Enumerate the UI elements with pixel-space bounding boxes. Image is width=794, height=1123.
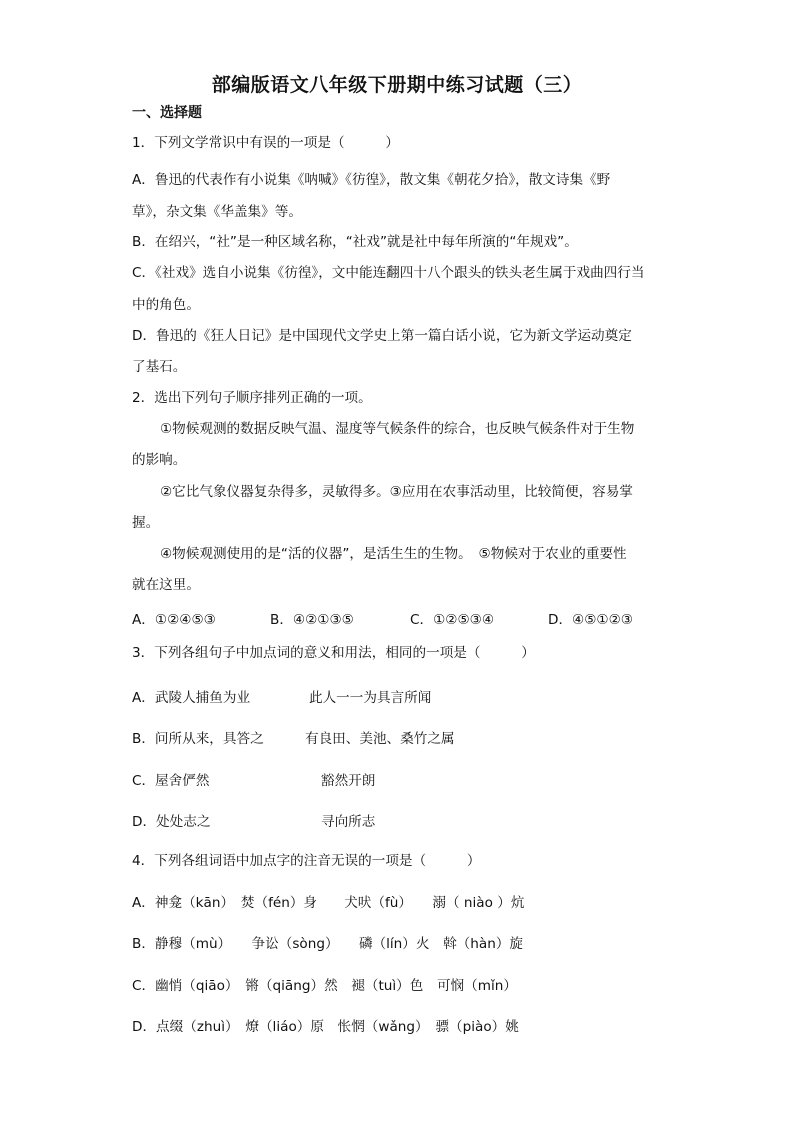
q2-option-a: A．①②④⑤③: [132, 612, 216, 628]
q4-option-a: A．神龛（kān） 焚（fén）身 犬吠（fù） 溺（ niào ）炕: [132, 895, 525, 911]
q4-option-b: B．静穆（mù） 争讼（sòng） 磷（lín）火 斡（hàn）旋: [132, 936, 524, 952]
q1-option-c-line2: 中的角色。: [132, 297, 200, 313]
q2-option-c: C．①②⑤③④: [410, 612, 495, 628]
section-heading: 一、选择题: [132, 105, 202, 121]
q4-stem: 4．下列各组词语中加点字的注音无误的一项是（ ）: [132, 853, 481, 869]
q3-option-c-left: C．屋舍俨然: [132, 773, 210, 789]
q1-option-a-line1: A．鲁迅的代表作有小说集《呐喊》《彷徨》，散文集《朝花夕拾》，散文诗集《野: [132, 172, 611, 188]
q1-option-c-line1: C．《社戏》选自小说集《彷徨》，文中能连翻四十八个跟头的铁头老生属于戏曲四行当: [132, 265, 645, 281]
q2-sentence4-line1: ④物候观测使用的是“活的仪器”，是活生生的生物。 ⑤物候对于农业的重要性: [160, 546, 627, 562]
page-title: 部编版语文八年级下册期中练习试题（三）: [211, 74, 583, 96]
q3-option-a-right: 此人一一为具言所闻: [309, 690, 432, 706]
q1-option-d-line1: D．鲁迅的《狂人日记》是中国现代文学史上第一篇白话小说，它为新文学运动奠定: [132, 328, 632, 344]
q3-option-d-left: D．处处志之: [132, 814, 211, 830]
q2-stem: 2．选出下列句子顺序排列正确的一项。: [132, 390, 372, 406]
q3-option-b-left: B．问所从来，具答之: [132, 731, 264, 747]
q3-option-d-right: 寻向所志: [321, 814, 376, 830]
q2-sentence2-line2: 握。: [132, 515, 160, 531]
q2-sentence1-line1: ①物候观测的数据反映气温、湿度等气候条件的综合，也反映气候条件对于生物: [160, 421, 635, 437]
q1-option-a-line2: 草》，杂文集《华盖集》等。: [132, 204, 302, 220]
q2-sentence4-line2: 就在这里。: [132, 577, 200, 593]
q3-option-b-right: 有良田、美池、桑竹之属: [305, 731, 455, 747]
q2-sentence2-line1: ②它比气象仪器复杂得多，灵敏得多。③应用在农事活动里，比较简便，容易掌: [160, 484, 633, 500]
q1-option-d-line2: 了基石。: [132, 359, 187, 375]
q2-sentence1-line2: 的影响。: [132, 452, 187, 468]
q4-option-c: C．幽悄（qiāo） 锵（qiāng）然 褪（tuì）色 可悯（mǐn）: [132, 978, 517, 994]
q1-stem: 1．下列文学常识中有误的一项是（ ）: [132, 135, 399, 151]
q3-stem: 3．下列各组句子中加点词的意义和用法，相同的一项是（ ）: [132, 645, 535, 661]
q4-option-d: D．点缀（zhuì） 燎（liáo）原 怅惘（wǎng） 骠（piào）姚: [132, 1019, 519, 1035]
q2-option-d: D．④⑤①②③: [548, 612, 633, 628]
q3-option-a-left: A．武陵人捕鱼为业: [132, 690, 251, 706]
q3-option-c-right: 豁然开朗: [321, 773, 376, 789]
q1-option-b: B．在绍兴，“社”是一种区域名称，“社戏”就是社中每年所演的“年规戏”。: [132, 234, 578, 250]
q2-option-b: B．④②①③⑤: [270, 612, 354, 628]
